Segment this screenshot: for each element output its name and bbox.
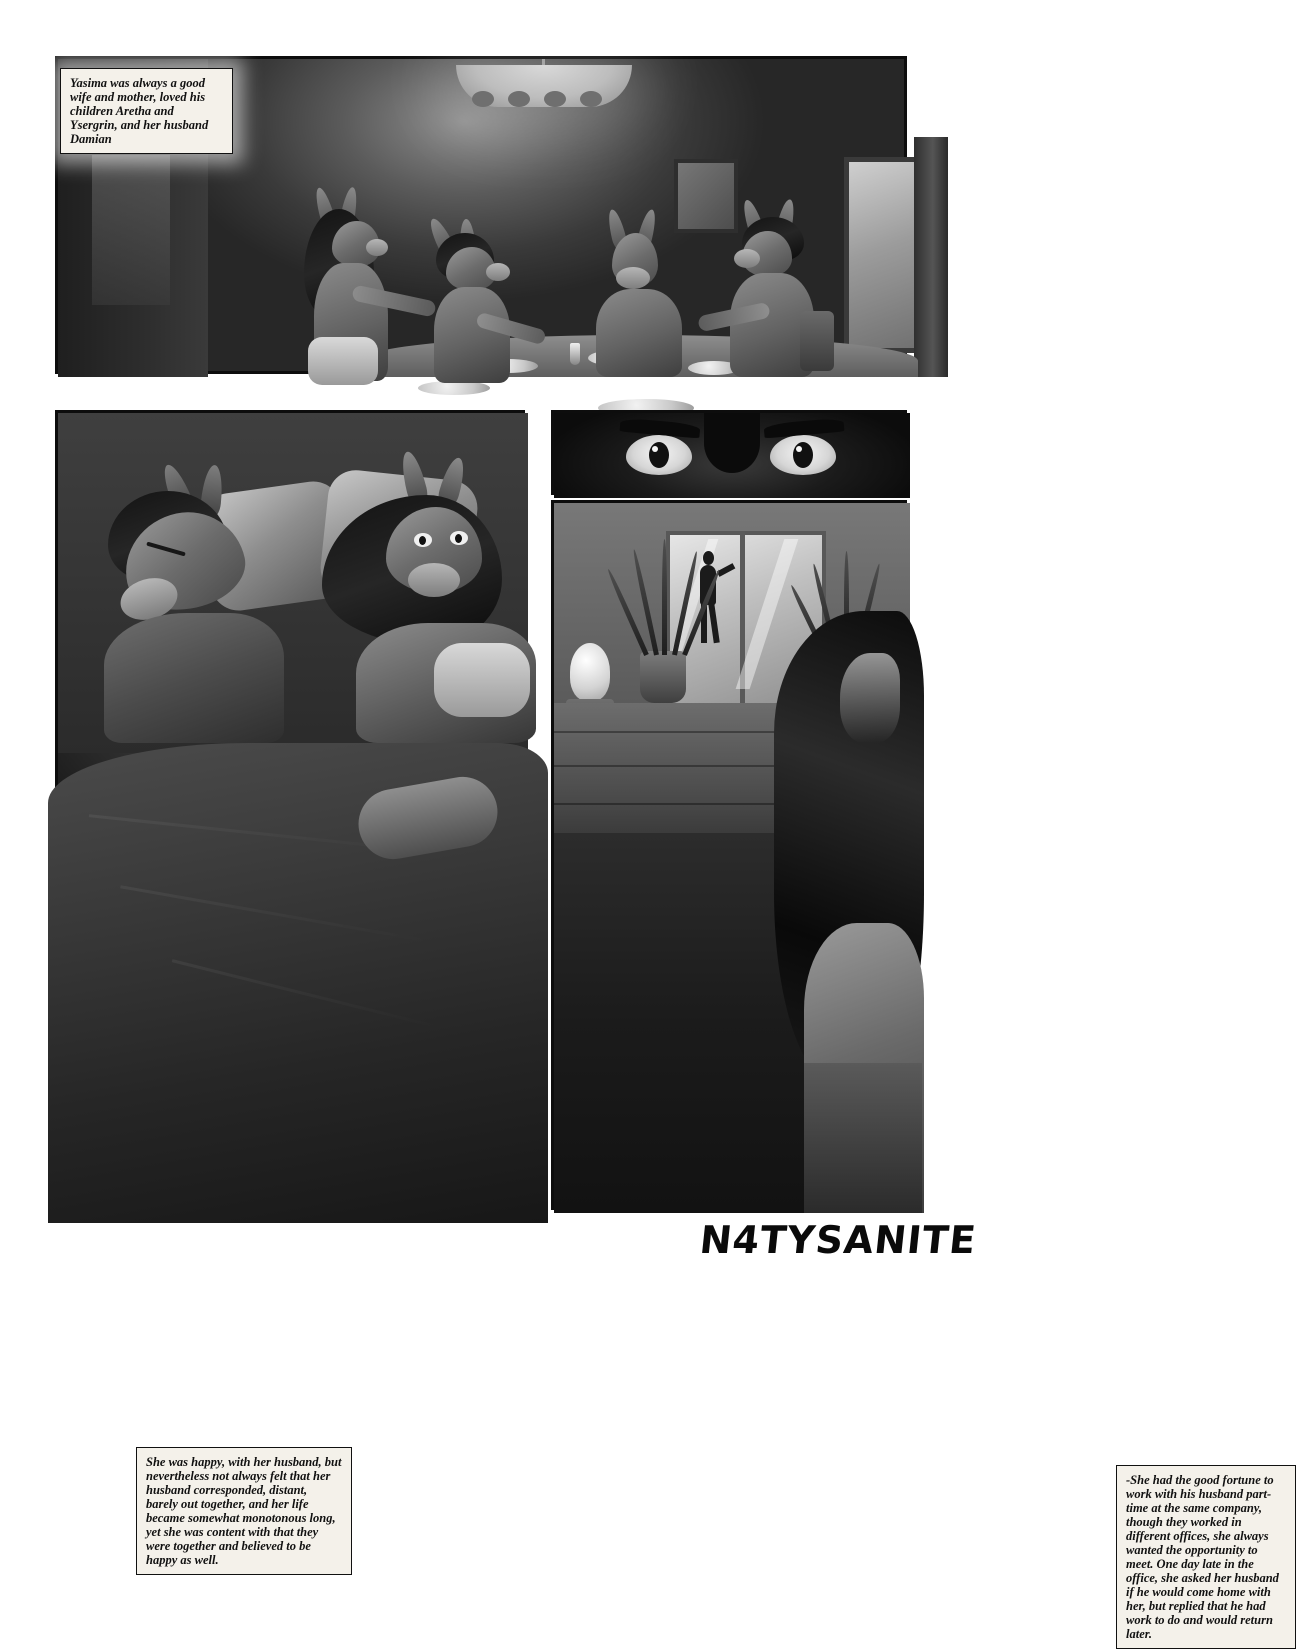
ceiling-lamp-icon: [456, 65, 632, 107]
character-father-damian: [722, 199, 838, 377]
chair-back: [800, 311, 834, 371]
eyes-closeup-panel: [551, 410, 907, 495]
left-eye: [626, 435, 692, 475]
shoulder: [104, 613, 284, 743]
foreground-character-clothing: [804, 1063, 922, 1213]
doorway: [92, 155, 170, 305]
muzzle: [408, 563, 460, 597]
curtain: [914, 137, 948, 377]
character-child-aretha: [420, 217, 542, 377]
lamp-scallop: [508, 91, 530, 107]
eye: [450, 531, 468, 545]
torso: [434, 287, 510, 383]
caption-box-office: -She had the good fortune to work with his husband part-time at the same company, though they worked in different offices, she always wanted the opportunity to meet. One day late in the office, she asked her husband if he would come home with her, but replied that he had work to do and would return later.: [1116, 1465, 1296, 1649]
lamp-scallop: [472, 91, 494, 107]
character-mother: [290, 187, 410, 377]
skirt: [308, 337, 378, 385]
blanket-highlight: [434, 643, 530, 717]
hair-fringe: [704, 413, 760, 473]
bedroom-panel: [55, 410, 525, 1567]
plant-pot: [640, 651, 686, 703]
muzzle: [366, 239, 388, 256]
torso: [596, 289, 682, 377]
artist-signature: N4TYSANITE: [697, 1218, 979, 1262]
pupil: [649, 442, 669, 468]
glass: [570, 343, 580, 365]
caption-box-bedroom: She was happy, with her husband, but nevertheless not always felt that her husband corresponded, distant, barely out together, and her life became somewhat monotonous long, yet she was content with that they were together and believed to be happy as well.: [136, 1447, 352, 1575]
character-sleeping-husband: [94, 463, 284, 713]
table-lamp: [570, 643, 610, 701]
plant-leaves: [628, 539, 704, 655]
character-awake-yasima: [310, 451, 520, 741]
character-center: [592, 209, 692, 377]
muzzle: [486, 263, 510, 281]
lamp-scallop: [580, 91, 602, 107]
caption-box-dinner: Yasima was always a good wife and mother, loved his children Aretha and Ysergrin, and her husband Damian: [60, 68, 233, 154]
silhouette-figure-head: [703, 551, 714, 565]
hair-highlight: [840, 653, 900, 743]
muzzle: [734, 249, 760, 268]
eye: [414, 533, 432, 547]
right-eye: [770, 435, 836, 475]
plate: [418, 381, 490, 395]
pupil: [793, 442, 813, 468]
muzzle: [616, 267, 650, 289]
lamp-scallop: [544, 91, 566, 107]
